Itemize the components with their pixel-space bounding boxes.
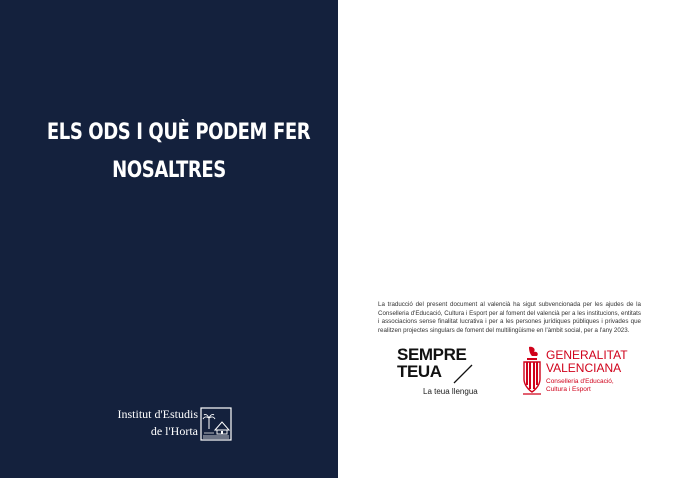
conselleria-name — [546, 378, 614, 394]
generalitat-name-line-2: VALENCIANA — [546, 361, 622, 375]
sempre-teua-logo — [397, 346, 487, 401]
sempre-teua-word-2: TEUA — [397, 362, 442, 381]
institut-estudis-horta-logo — [114, 406, 232, 444]
institute-name-line-2: de l'Horta — [150, 424, 198, 438]
translation-credits: La traducció del present document al valencià ha sigut subvencionada per les ajudes de la Conselleria d'Educació, Cultura i Esport per al foment del valencià per a les institucions, entitats i associacions sense finalitat lucrativa i per a les persones jurídiques públiques i privades que realitzen projectes singulars de foment del multilingüisme en l'àmbit social, per a l'any 2023. — [378, 301, 641, 334]
cover-title-line-2: NOSALTRES — [112, 158, 226, 183]
generalitat-name-line-1: GENERALITAT — [546, 348, 628, 362]
sempre-teua-word-1: SEMPRE — [397, 345, 467, 364]
cover-title — [46, 114, 311, 190]
institute-name-line-1: Institut d'Estudis — [117, 407, 198, 421]
institute-name — [117, 406, 198, 440]
slash-mark-icon — [452, 364, 474, 384]
conselleria-name-line-1: Conselleria d'Educació, — [546, 378, 614, 385]
generalitat-name — [546, 349, 628, 375]
sempre-teua-tagline: La teua llengua — [423, 387, 478, 396]
conselleria-name-line-2: Cultura i Esport — [546, 386, 591, 393]
cover-panel — [0, 0, 338, 478]
cover-title-line-1: ELS ODS I QUÈ PODEM FER — [46, 120, 311, 145]
generalitat-emblem-icon — [520, 345, 544, 397]
palm-tree-house-icon — [200, 407, 232, 441]
generalitat-valenciana-logo — [520, 345, 640, 403]
